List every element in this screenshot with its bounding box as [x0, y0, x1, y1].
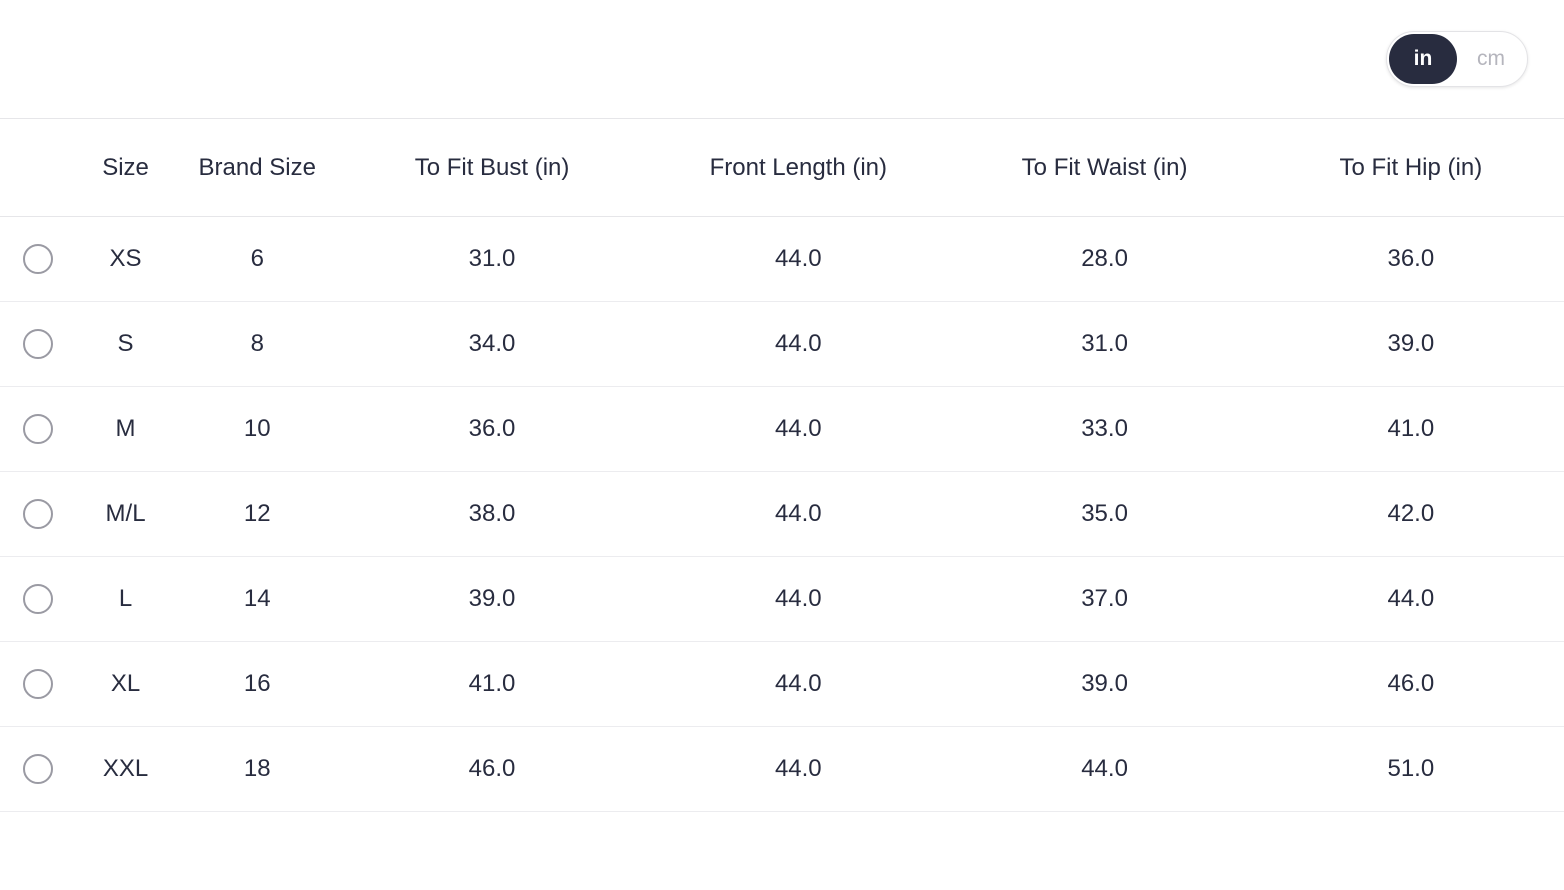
radio-button-icon[interactable] [23, 754, 53, 784]
table-row[interactable] [0, 472, 1564, 557]
table-header [0, 119, 1564, 217]
cell-waist: 39.0 [951, 642, 1257, 727]
cell-front-length: 44.0 [645, 642, 951, 727]
cell-bust: 38.0 [339, 472, 645, 557]
unit-toggle[interactable] [1386, 31, 1528, 87]
table-row[interactable] [0, 642, 1564, 727]
table-bottom-spacer [0, 812, 1564, 890]
cell-brand-size: 10 [176, 387, 339, 472]
radio-button-icon[interactable] [23, 584, 53, 614]
radio-button-icon[interactable] [23, 244, 53, 274]
table-row[interactable] [0, 302, 1564, 387]
radio-button-icon[interactable] [23, 414, 53, 444]
row-select-cell[interactable] [0, 302, 76, 387]
cell-hip: 51.0 [1258, 727, 1564, 812]
table-body [0, 217, 1564, 812]
cell-brand-size: 18 [176, 727, 339, 812]
table-row[interactable] [0, 727, 1564, 812]
cell-front-length: 44.0 [645, 557, 951, 642]
column-header-size: Size [76, 119, 176, 217]
column-header-hip: To Fit Hip (in) [1258, 119, 1564, 217]
cell-hip: 44.0 [1258, 557, 1564, 642]
cell-waist: 33.0 [951, 387, 1257, 472]
radio-button-icon[interactable] [23, 499, 53, 529]
unit-option-in[interactable]: in [1389, 34, 1457, 84]
cell-brand-size: 16 [176, 642, 339, 727]
cell-front-length: 44.0 [645, 472, 951, 557]
column-header-bust: To Fit Bust (in) [339, 119, 645, 217]
row-select-cell[interactable] [0, 387, 76, 472]
table-row[interactable] [0, 387, 1564, 472]
cell-size: L [76, 557, 176, 642]
table-header-row [0, 119, 1564, 217]
row-select-cell[interactable] [0, 642, 76, 727]
radio-button-icon[interactable] [23, 669, 53, 699]
cell-waist: 44.0 [951, 727, 1257, 812]
cell-size: XXL [76, 727, 176, 812]
cell-brand-size: 8 [176, 302, 339, 387]
cell-waist: 37.0 [951, 557, 1257, 642]
cell-hip: 46.0 [1258, 642, 1564, 727]
unit-toggle-bar [0, 0, 1564, 119]
row-select-cell[interactable] [0, 472, 76, 557]
size-chart-table [0, 119, 1564, 812]
cell-hip: 42.0 [1258, 472, 1564, 557]
cell-size: S [76, 302, 176, 387]
cell-hip: 41.0 [1258, 387, 1564, 472]
cell-front-length: 44.0 [645, 302, 951, 387]
cell-brand-size: 12 [176, 472, 339, 557]
cell-front-length: 44.0 [645, 387, 951, 472]
cell-waist: 28.0 [951, 217, 1257, 302]
radio-button-icon[interactable] [23, 329, 53, 359]
unit-option-cm[interactable]: cm [1477, 47, 1505, 70]
column-header-front-length: Front Length (in) [645, 119, 951, 217]
cell-brand-size: 14 [176, 557, 339, 642]
cell-size: M [76, 387, 176, 472]
cell-bust: 39.0 [339, 557, 645, 642]
row-select-cell[interactable] [0, 217, 76, 302]
cell-bust: 31.0 [339, 217, 645, 302]
table-row[interactable] [0, 557, 1564, 642]
cell-size: XL [76, 642, 176, 727]
column-header-select [0, 119, 76, 217]
cell-bust: 34.0 [339, 302, 645, 387]
cell-front-length: 44.0 [645, 217, 951, 302]
cell-size: M/L [76, 472, 176, 557]
cell-bust: 36.0 [339, 387, 645, 472]
cell-bust: 41.0 [339, 642, 645, 727]
column-header-brand-size: Brand Size [176, 119, 339, 217]
cell-brand-size: 6 [176, 217, 339, 302]
column-header-waist: To Fit Waist (in) [951, 119, 1257, 217]
row-select-cell[interactable] [0, 557, 76, 642]
cell-waist: 35.0 [951, 472, 1257, 557]
cell-hip: 36.0 [1258, 217, 1564, 302]
cell-front-length: 44.0 [645, 727, 951, 812]
table-row[interactable] [0, 217, 1564, 302]
cell-hip: 39.0 [1258, 302, 1564, 387]
cell-waist: 31.0 [951, 302, 1257, 387]
row-select-cell[interactable] [0, 727, 76, 812]
cell-bust: 46.0 [339, 727, 645, 812]
cell-size: XS [76, 217, 176, 302]
